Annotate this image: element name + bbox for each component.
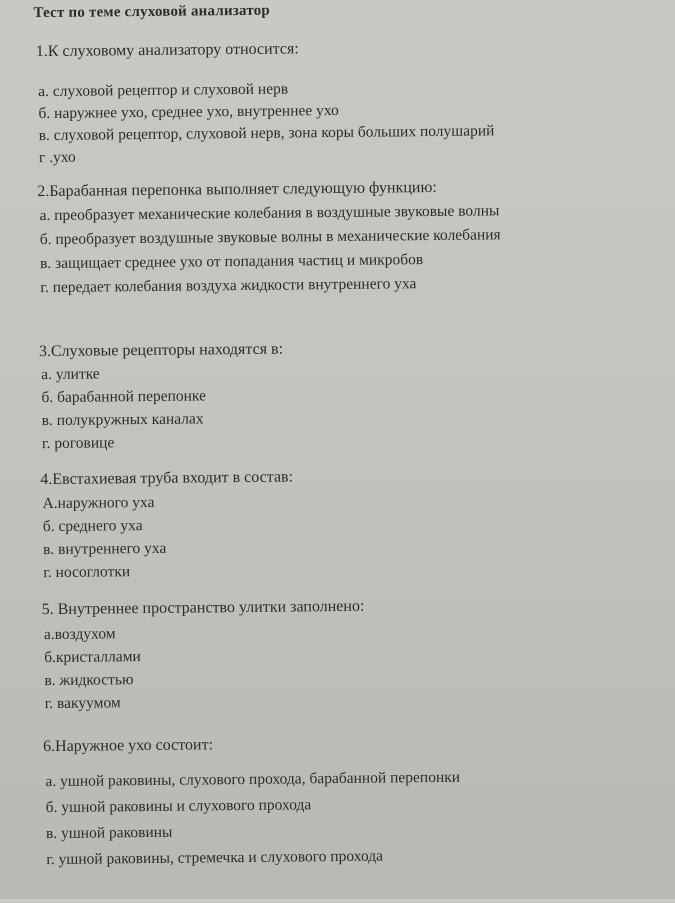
question-6-option-a: а. ушной раковины, слухового прохода, барабанной перепонки — [45, 768, 461, 791]
question-5-option-b: б.кристаллами — [44, 648, 141, 667]
question-2-option-c: в. защищает среднее ухо от попадания частиц и микробов — [39, 251, 424, 273]
question-4-text: 4.Евстахиевая труба входит в состав: — [40, 468, 294, 489]
question-1-option-b: б. наружнее ухо, среднее ухо, внутреннее ухо — [38, 101, 339, 123]
question-6-option-c: в. ушной раковины — [45, 823, 173, 843]
question-3-option-d: г. роговице — [41, 434, 115, 453]
question-1-option-a: а. слуховой рецептор и слуховой нерв — [38, 80, 289, 101]
test-title: Тест по теме слуховой анализатор — [33, 2, 270, 22]
question-6-option-d: г. ушной раковины, стремечка и слухового прохода — [46, 847, 384, 869]
question-2-option-b: б. преобразует воздушные звуковые волны в механические колебания — [39, 226, 501, 249]
question-4-option-c: в. внутреннего уха — [42, 539, 167, 559]
question-3-text: 3.Слуховые рецепторы находятся в: — [38, 340, 284, 361]
question-3-option-b: б. барабанной перепонке — [41, 387, 207, 407]
question-2-option-d: г. передает колебания воздуха жидкости внутреннего уха — [40, 275, 417, 297]
question-1-option-d: г .ухо — [38, 148, 76, 167]
question-4-option-a: А.наружного уха — [42, 493, 155, 513]
question-2-option-a: а. преобразует механические колебания в воздушные звуковые волны — [39, 202, 500, 225]
question-2-text: 2.Барабанная перепонка выполняет следующую функцию: — [37, 178, 437, 201]
question-4-option-b: б. среднего уха — [42, 517, 143, 536]
question-1-option-c: в. слуховой рецептор, слуховой нерв, зона коры больших полушарий — [38, 122, 495, 145]
question-5-option-a: а.воздухом — [43, 625, 116, 644]
question-5-option-d: г. вакуумом — [44, 694, 121, 713]
question-6-option-b: б. ушной раковины и слухового прохода — [45, 796, 312, 817]
question-5-option-c: в. жидкостью — [44, 671, 134, 690]
question-5-text: 5. Внутреннее пространство улитки заполнено: — [41, 597, 365, 619]
question-3-option-a: а. улитке — [41, 365, 100, 384]
question-6-text: 6.Наружное ухо состоит: — [43, 736, 214, 756]
question-1-text: 1.К слуховому анализатору относится: — [35, 40, 299, 61]
question-4-option-d: г. носоглотки — [43, 563, 131, 582]
question-3-option-c: в. полукружных каналах — [41, 410, 204, 430]
